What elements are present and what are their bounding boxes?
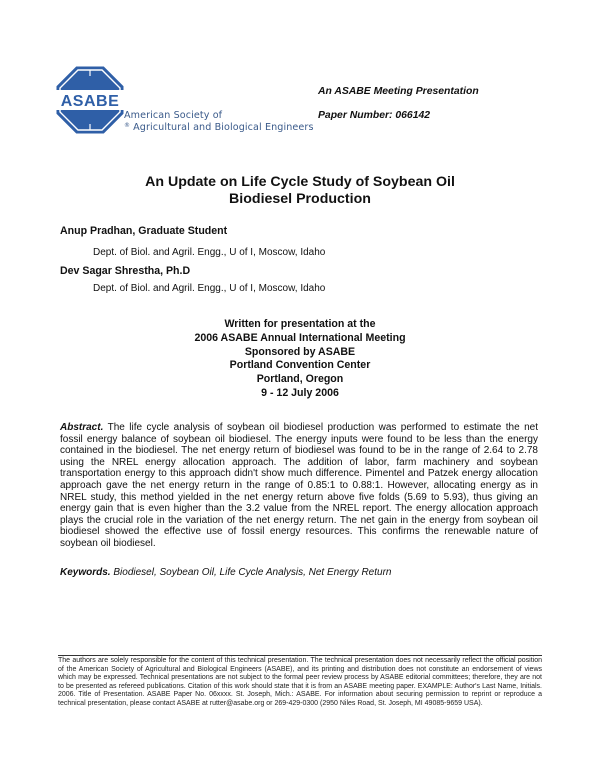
author-name: Dev Sagar Shrestha, Ph.D <box>60 265 191 277</box>
abstract-text: The life cycle analysis of soybean oil biodiesel production was performed to estimate the net fossil energy balance of soybean oil biodiesel. The energy inputs were found to be less than the energy contained in the biodiesel. The net energy return of biodiesel was found to be in the range of 2.64 to 2.78 using the NREL energy allocation approach. The addition of labor, farm machinery and soybean transportation energy to this approach didn't show much difference. Pimentel and Patzek energy allocation approach gave the net energy return in the range of 0.85:1 to 0.88:1. However, allocating energy as in NREL study, this method yielded in the net energy return above five folds (5.69 to 5.93), thus giving an energy gain that is even higher than the 3.2 value from the NREL report. The energy allocation approach plays the crucial role in the variation of the net energy return. The net gain in the energy from soybean oil biodiesel showed the effective use of fossil energy resources. This confirms the renewable nature of soybean oil biodiesel. <box>60 422 538 549</box>
keywords-text: Biodiesel, Soybean Oil, Life Cycle Analysis, Net Energy Return <box>113 567 392 578</box>
presentation-line: Written for presentation at the <box>224 318 376 330</box>
paper-title-line2: Biodiesel Production <box>229 191 371 207</box>
author-affiliation: Dept. of Biol. and Agril. Engg., U of I, Moscow, Idaho <box>93 247 326 258</box>
presentation-line: 9 - 12 July 2006 <box>261 386 339 399</box>
registered-mark: ® <box>124 122 131 129</box>
footnote-disclaimer: The authors are solely responsible for the content of this technical presentation. The technical presentation does not necessarily reflect the official position of the American Society of Agricultural and Biological Engineers (ASABE), and its printing and distribution does not constitute an endorsement of views which may be expressed. Technical presentations are not subject to the formal peer review process by ASABE editorial committees; therefore, they are not to be presented as refereed publications. Citation of this work should state that it is from an ASABE meeting paper. EXAMPLE: Author's Last Name, Initials. 2006. Title of Presentation. ASABE Paper No. 06xxxx. St. Joseph, Mich.: ASABE. For information about securing permission to reprint or reproduce a technical presentation, please contact ASABE at rutter@asabe.org or 269-429-0300 (2950 Niles Road, St. Joseph, MI 49085-9659 USA). <box>58 657 542 707</box>
paper-number: Paper Number: 066142 <box>318 110 431 121</box>
presentation-line: Portland Convention Center <box>229 359 371 372</box>
logo-org-line1: American Society of <box>124 110 223 121</box>
author-affiliation: Dept. of Biol. and Agril. Engg., U of I, Moscow, Idaho <box>93 283 326 294</box>
author-name: Anup Pradhan, Graduate Student <box>60 225 228 237</box>
logo-acronym: ASABE <box>60 93 120 110</box>
keywords-label: Keywords. <box>60 567 111 578</box>
keywords <box>60 567 391 578</box>
presentation-line: Sponsored by ASABE <box>244 345 356 358</box>
logo-org-name <box>124 110 314 135</box>
asabe-logo <box>54 64 126 136</box>
footnote-divider <box>58 655 542 656</box>
meeting-presentation-label: An ASABE Meeting Presentation <box>318 86 479 97</box>
logo-org-line2: Agricultural and Biological Engineers <box>133 122 314 133</box>
presentation-line: 2006 ASABE Annual International Meeting <box>194 331 406 344</box>
paper-title <box>80 174 520 208</box>
abstract <box>60 422 538 550</box>
abstract-label: Abstract. <box>60 422 104 433</box>
paper-title-line1: An Update on Life Cycle Study of Soybean Oil <box>145 174 455 190</box>
presentation-info <box>100 318 500 401</box>
presentation-line: Portland, Oregon <box>256 373 344 386</box>
